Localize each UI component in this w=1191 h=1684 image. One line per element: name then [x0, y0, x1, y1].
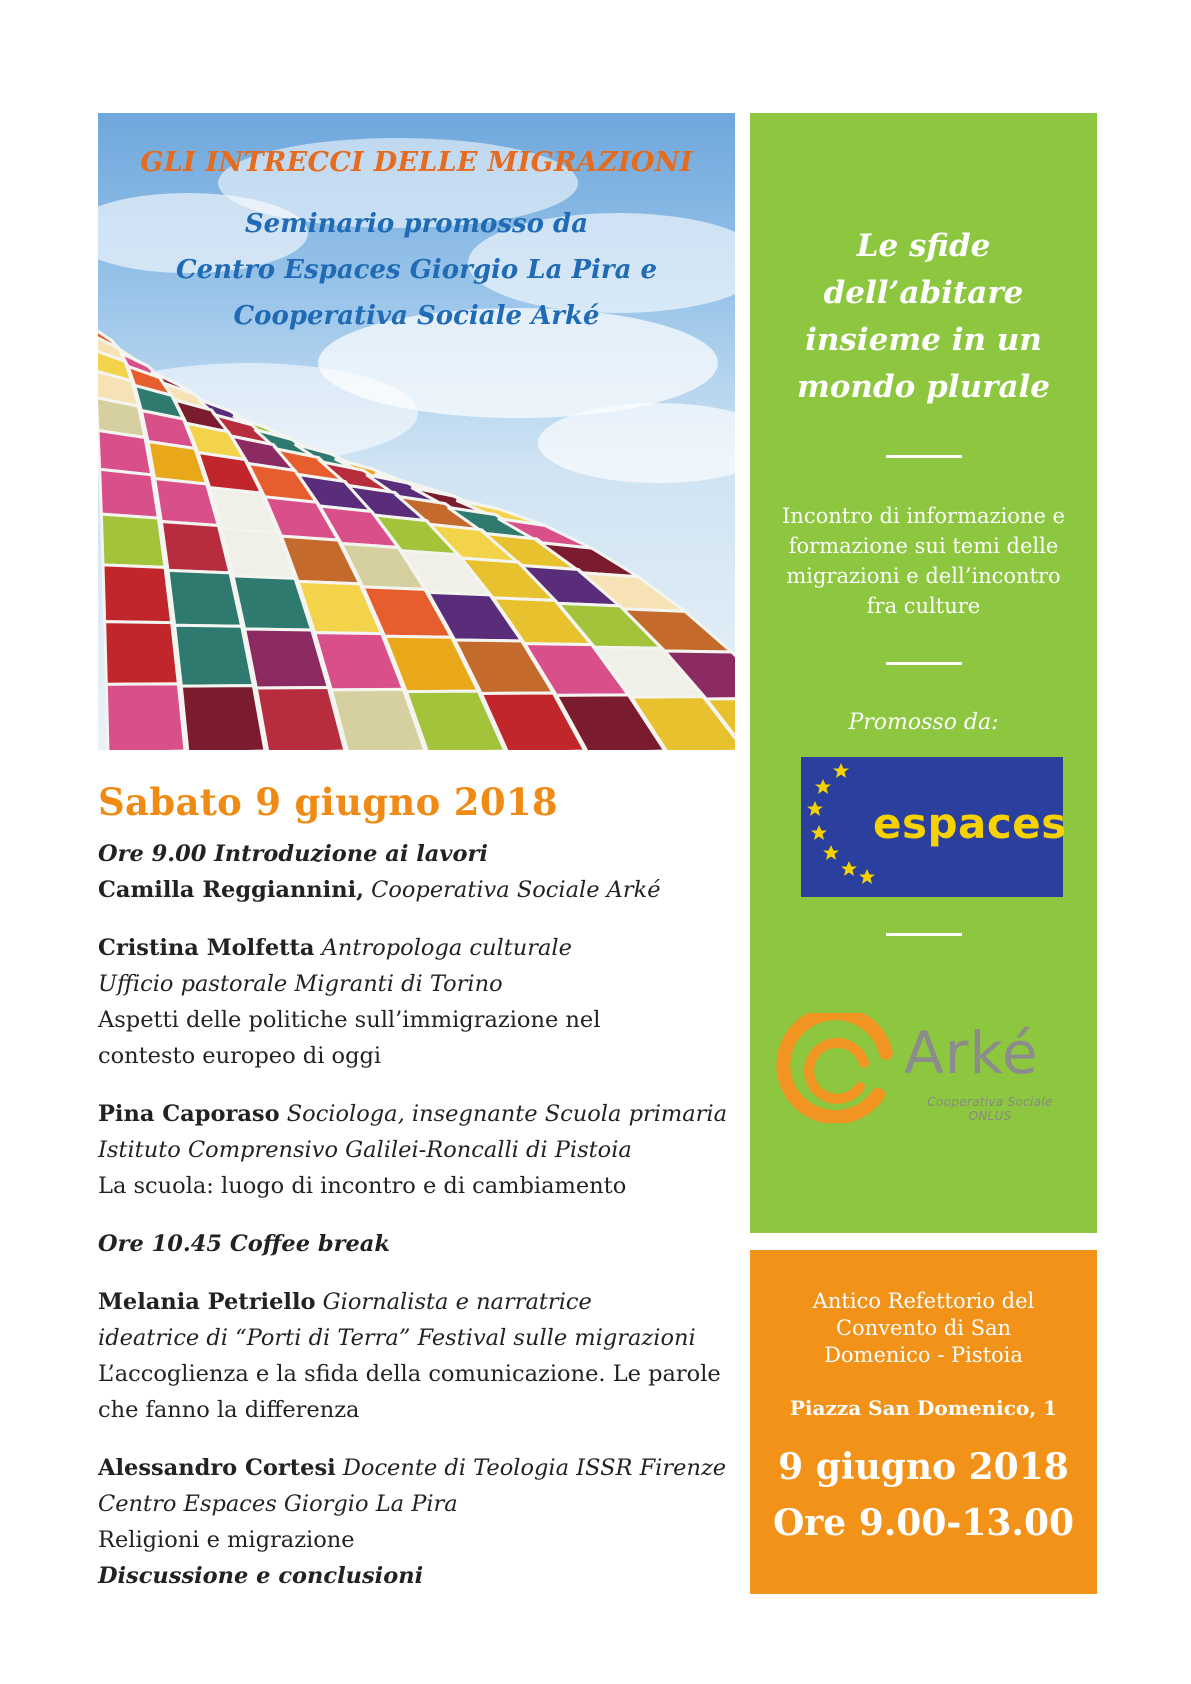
- venue-address: Piazza San Domenico, 1: [789, 1396, 1058, 1420]
- speaker-name: Pina Caporaso: [98, 1101, 280, 1127]
- speaker-role: Cooperativa Sociale Arké: [371, 877, 661, 903]
- closing: Discussione e conclusioni: [98, 1563, 424, 1589]
- glass-panel: [101, 514, 165, 567]
- date-heading: Sabato 9 giugno 2018: [98, 780, 558, 824]
- speaker-melania: [98, 1284, 738, 1320]
- sidebar-title-line: mondo plurale: [796, 369, 1051, 405]
- divider: [886, 662, 962, 665]
- speaker-role: Docente di Teologia ISSR Firenze: [342, 1455, 727, 1481]
- speaker-affiliation: Ufficio pastorale Migranti di Torino: [98, 971, 503, 997]
- sidebar-title-line: insieme in un: [805, 322, 1042, 358]
- speaker-name: Melania Petriello: [98, 1289, 316, 1315]
- speaker-name: Alessandro Cortesi: [98, 1455, 336, 1481]
- speaker-topic: La scuola: luogo di incontro e di cambiamento: [98, 1173, 627, 1199]
- divider: [886, 455, 962, 458]
- speaker-affiliation: Centro Espaces Giorgio La Pira: [98, 1491, 458, 1517]
- program: [98, 780, 738, 1594]
- speaker-affiliation: ideatrice di “Porti di Terra” Festival sulle migrazioni: [98, 1325, 696, 1351]
- sidebar-description: Incontro di informazione e formazione sui temi delle migrazioni e dell’incontro fra culture: [782, 504, 1065, 618]
- intro-time: Ore 9.00 Introduzione ai lavori: [98, 841, 488, 867]
- speaker-alessandro: [98, 1450, 738, 1486]
- sidebar-green: [750, 113, 1097, 1233]
- glass-panel: [98, 431, 152, 475]
- speaker-role: Antropologa culturale: [321, 935, 572, 961]
- glass-panel: [100, 469, 159, 518]
- speaker-topic: Aspetti delle politiche sull’immigrazione nel contesto europeo di oggi: [98, 1007, 601, 1069]
- speaker-camilla: [98, 872, 738, 908]
- speaker-affiliation: Istituto Comprensivo Galilei-Roncalli di Pistoia: [98, 1137, 632, 1163]
- glass-panel: [161, 521, 230, 572]
- speaker-pina: [98, 1096, 738, 1132]
- arke-logo: [774, 1013, 1074, 1123]
- glass-panel: [105, 622, 179, 685]
- event-time: Ore 9.00-13.00: [772, 1502, 1075, 1544]
- hero-title: GLI INTRECCI DELLE MIGRAZIONI: [140, 147, 693, 178]
- glass-panel: [103, 565, 172, 623]
- promoted-label: Promosso da:: [848, 710, 999, 735]
- arke-swirl-icon: [774, 1013, 904, 1123]
- venue-box: [750, 1250, 1097, 1594]
- speaker-role: Giornalista e narratrice: [322, 1289, 592, 1315]
- speaker-topic: Religioni e migrazione: [98, 1527, 355, 1553]
- hero-subtitle-line: Seminario promosso da: [244, 209, 589, 239]
- arke-logo-name: Arké: [904, 1019, 1039, 1087]
- espaces-logo: [801, 757, 1067, 897]
- speaker-name: Camilla Reggiannini,: [98, 877, 364, 903]
- event-date: 9 giugno 2018: [778, 1446, 1069, 1488]
- arke-logo-subtitle: Cooperativa Sociale ONLUS: [927, 1095, 1053, 1123]
- glass-panel: [168, 570, 242, 626]
- glass-panel: [181, 686, 265, 750]
- venue-name: Antico Refettorio del Convento di San Domenico - Pistoia: [812, 1289, 1035, 1367]
- glass-panel: [175, 625, 254, 686]
- sidebar-title: [750, 223, 1097, 411]
- hero-subtitle-line: Centro Espaces Giorgio La Pira e: [175, 255, 658, 285]
- hero-subtitle: [98, 201, 735, 339]
- speaker-cristina: [98, 930, 738, 966]
- speaker-topic: L’accoglienza e la sfida della comunicazione. Le parole che fanno la differenza: [98, 1361, 721, 1423]
- hero-subtitle-line: Cooperativa Sociale Arké: [233, 301, 600, 331]
- espaces-logo-text: espaces: [873, 799, 1067, 848]
- sidebar-title-line: dell’abitare: [823, 275, 1024, 311]
- divider: [886, 933, 962, 936]
- glass-panel: [106, 684, 185, 750]
- speaker-name: Cristina Molfetta: [98, 935, 315, 961]
- speaker-role: Sociologa, insegnante Scuola primaria: [286, 1101, 728, 1127]
- hero-image: [98, 113, 735, 750]
- coffee-break: Ore 10.45 Coffee break: [98, 1231, 390, 1257]
- sidebar-title-line: Le sfide: [856, 228, 991, 264]
